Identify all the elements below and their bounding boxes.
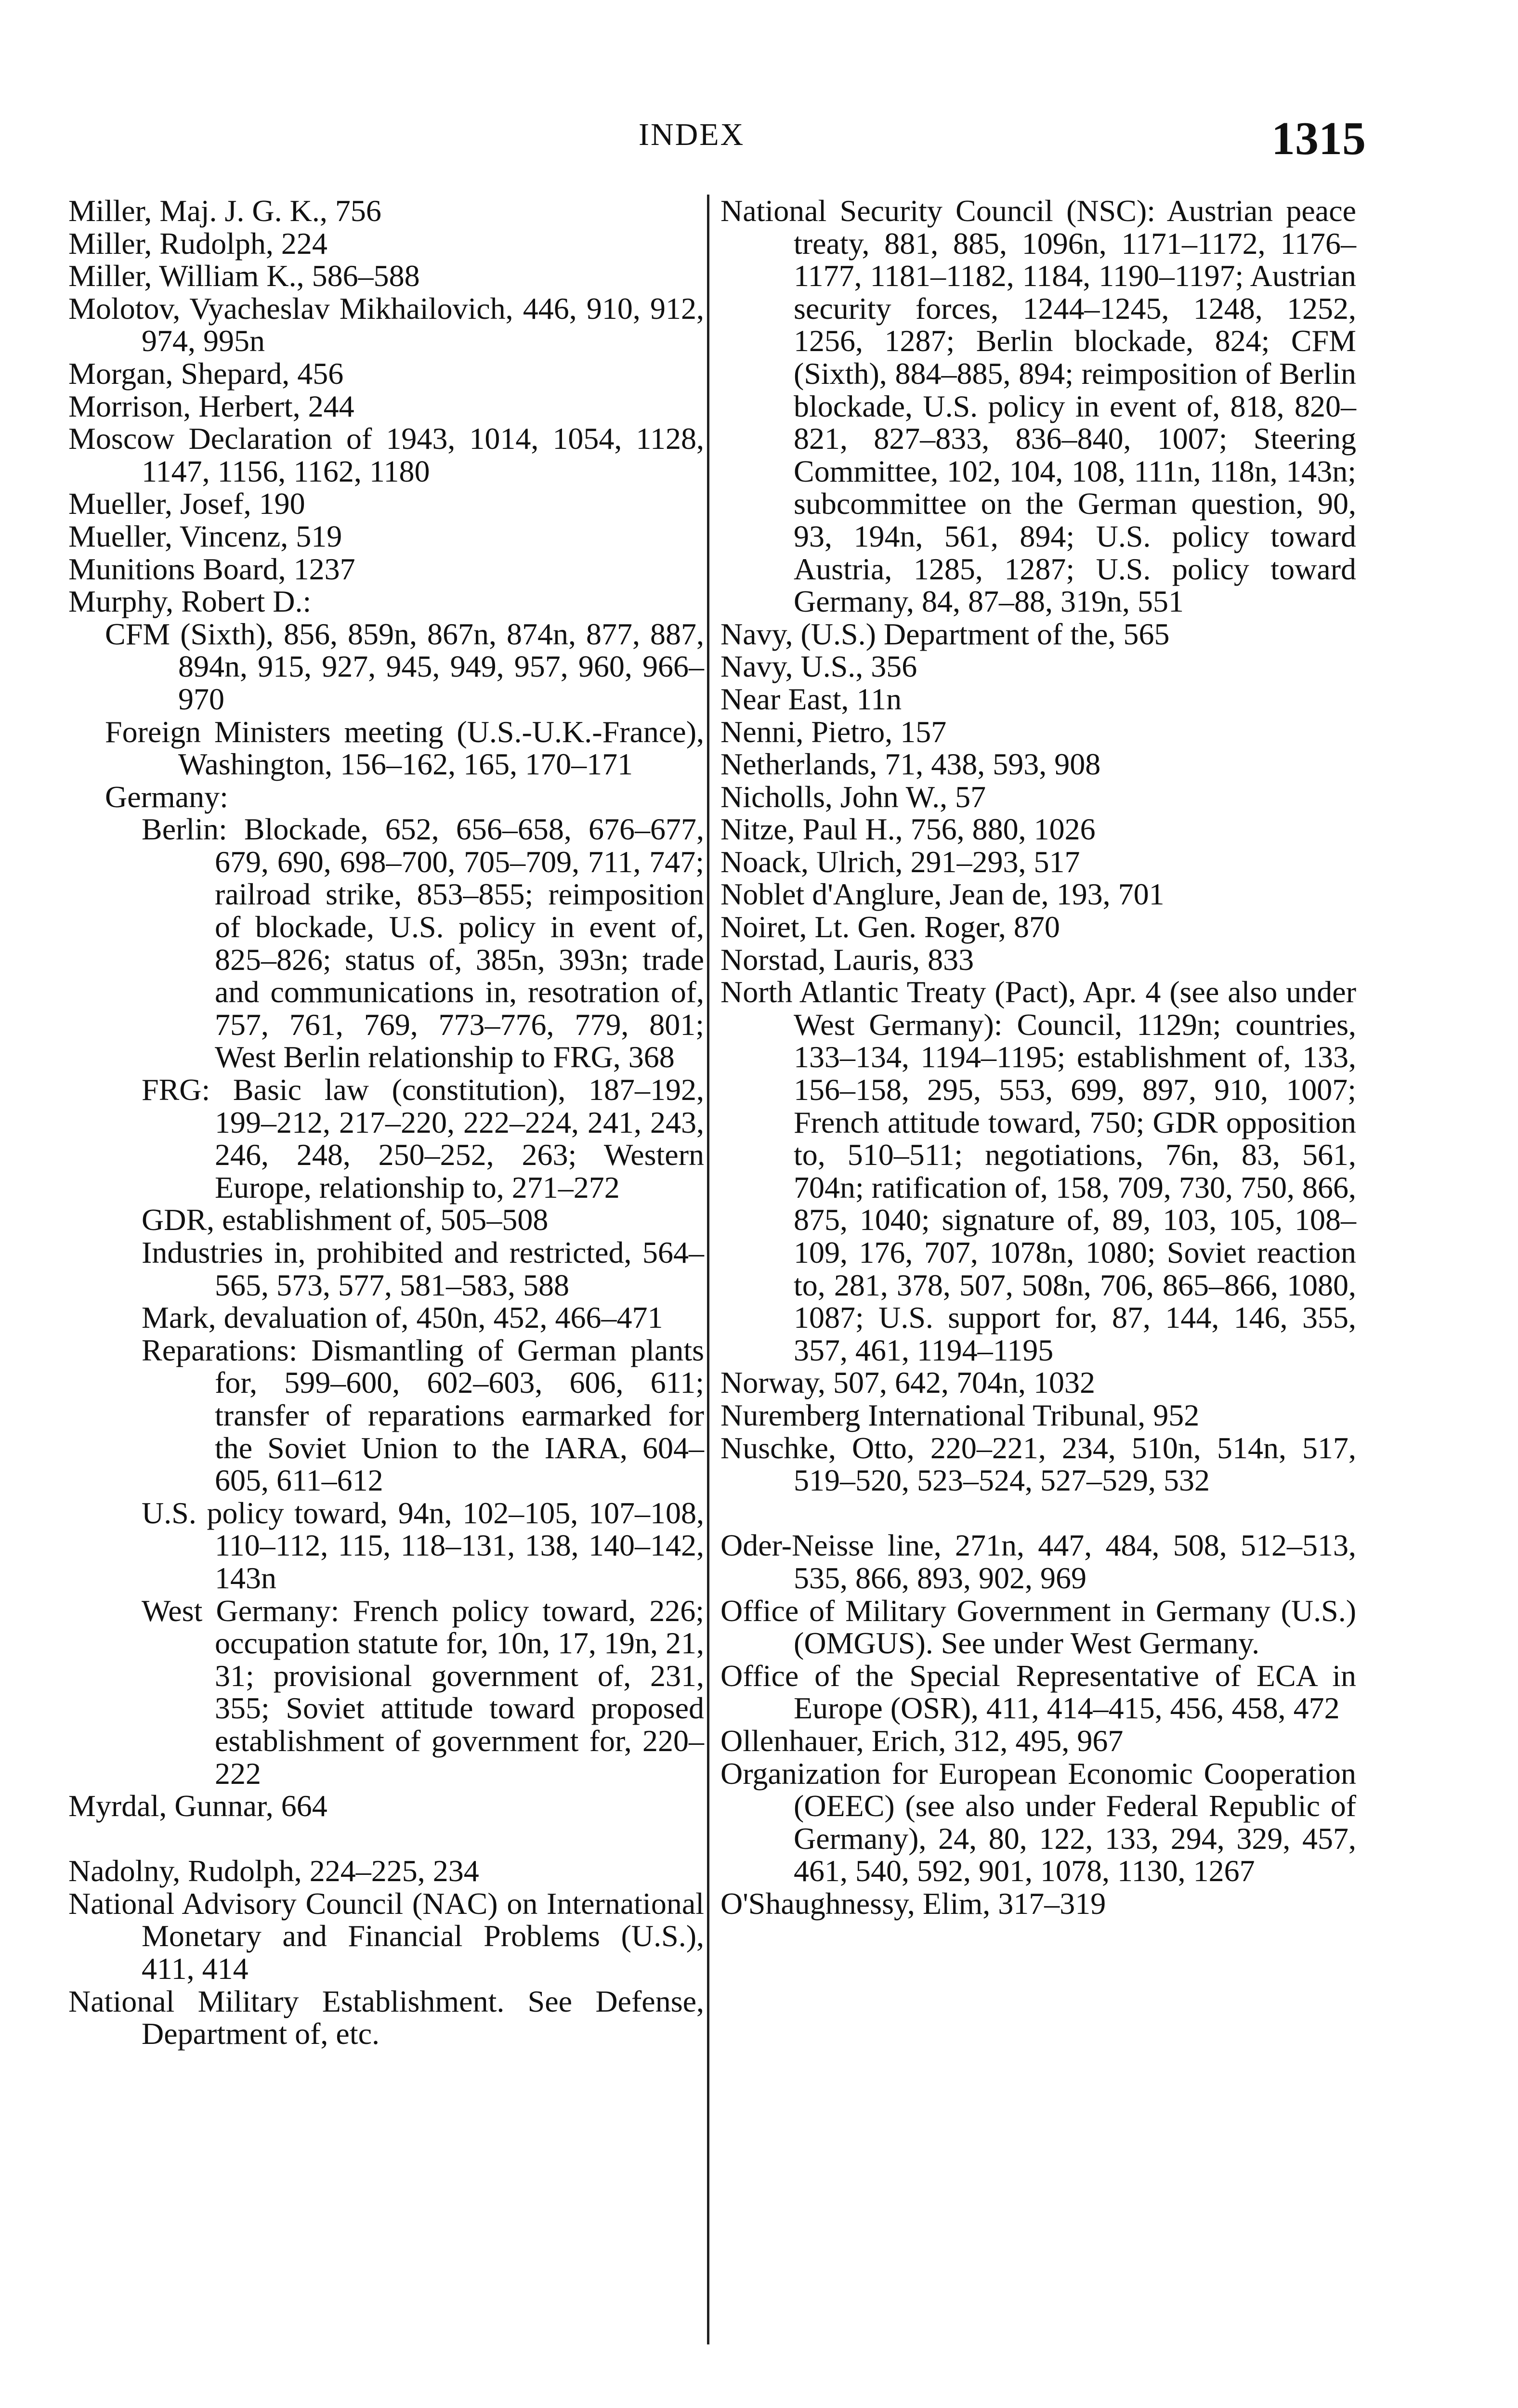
index-entry: Noblet d'Anglure, Jean de, 193, 701: [720, 877, 1165, 912]
index-entry: Mueller, Vincenz, 519: [68, 519, 342, 553]
index-entry: Miller, Maj. J. G. K., 756: [68, 194, 381, 228]
page-header: [0, 112, 1518, 170]
index-entry: Ollenhauer, Erich, 312, 495, 967: [720, 1723, 1124, 1758]
index-entry: Nuremberg International Tribunal, 952: [720, 1398, 1200, 1432]
index-entry: O'Shaughnessy, Elim, 317–319: [720, 1886, 1106, 1921]
index-entry: Molotov, Vyacheslav Mikhailovich, 446, 910, 912, 974, 995n: [68, 291, 704, 358]
index-subsubentry: West Germany: French policy toward, 226; occupation statute for, 10n, 17, 19n, 21, 31; provisional government of, 231, 355; Soviet attitude toward proposed establishment of government for, 220–222: [142, 1593, 704, 1791]
index-entry: Norway, 507, 642, 704n, 1032: [720, 1365, 1095, 1400]
index-entry: Navy, U.S., 356: [720, 649, 917, 684]
index-entry: Navy, (U.S.) Department of the, 565: [720, 616, 1170, 651]
index-entry: Morgan, Shepard, 456: [68, 356, 344, 391]
index-entry: Moscow Declaration of 1943, 1014, 1054, 1128, 1147, 1156, 1162, 1180: [68, 421, 704, 488]
index-entry: Murphy, Robert D.:: [68, 584, 312, 619]
index-subsubentry: U.S. policy toward, 94n, 102–105, 107–108, 110–112, 115, 118–131, 138, 140–142, 143n: [142, 1495, 704, 1595]
index-entry: Nicholls, John W., 57: [720, 779, 986, 814]
column-divider: [707, 195, 709, 2344]
index-entry: Morrison, Herbert, 244: [68, 389, 354, 423]
index-entry: North Atlantic Treaty (Pact), Apr. 4 (see also under West Germany): Council, 1129n; countries, 133–134, 1194–1195; establishment of, 133, 156–158, 295, 553, 699, 897, 910, 1007; French attitude toward, 750; GDR opposition to, 510–511; negotiations, 76n, 83, 561, 704n; ratification of, 158, 709, 730, 750, 866, 875, 1040; signature of, 89, 103, 105, 108–109, 176, 707, 1078n, 1080; Soviet reaction to, 281, 378, 507, 508n, 706, 865–866, 1080, 1087; U.S. support for, 87, 144, 146, 355, 357, 461, 1194–1195: [720, 975, 1356, 1367]
index-entry: Munitions Board, 1237: [68, 551, 355, 586]
index-entry: Nuschke, Otto, 220–221, 234, 510n, 514n, 517, 519–520, 523–524, 527–529, 532: [720, 1430, 1356, 1498]
index-subsubentry: Mark, devaluation of, 450n, 452, 466–471: [142, 1300, 663, 1335]
index-entry: Near East, 11n: [720, 681, 902, 716]
left-index-column: [68, 195, 704, 2050]
right-index-column: [720, 195, 1356, 1920]
index-entry: Mueller, Josef, 190: [68, 486, 305, 521]
index-entry: Miller, William K., 586–588: [68, 259, 420, 293]
running-title: INDEX: [639, 117, 745, 152]
index-entry: Norstad, Lauris, 833: [720, 942, 974, 977]
index-entry: Organization for European Economic Cooperation (OEEC) (see also under Federal Republic of Germany), 24, 80, 122, 133, 294, 329, 457, 461, 540, 592, 901, 1078, 1130, 1267: [720, 1756, 1356, 1888]
index-entry: National Advisory Council (NAC) on International Monetary and Financial Problems (U.S.), 411, 414: [68, 1886, 704, 1986]
page-number: 1315: [1271, 113, 1366, 165]
index-entry: Nitze, Paul H., 756, 880, 1026: [720, 812, 1096, 847]
index-subentry: CFM (Sixth), 856, 859n, 867n, 874n, 877, 887, 894n, 915, 927, 945, 949, 957, 960, 966–970: [105, 616, 704, 716]
index-subsubentry: Reparations: Dismantling of German plants for, 599–600, 602–603, 606, 611; transfer of reparations earmarked for the Soviet Union to the IARA, 604–605, 611–612: [142, 1333, 704, 1498]
letter-group-gap: [720, 1497, 1356, 1530]
letter-group-gap: [68, 1822, 704, 1855]
index-entry: Netherlands, 71, 438, 593, 908: [720, 747, 1101, 782]
index-entry: Nadolny, Rudolph, 224–225, 234: [68, 1854, 479, 1888]
index-subsubentry: GDR, establishment of, 505–508: [142, 1203, 549, 1237]
index-entry: Nenni, Pietro, 157: [720, 714, 947, 749]
index-subentry: Germany:: [105, 779, 228, 814]
index-entry: Myrdal, Gunnar, 664: [68, 1789, 327, 1823]
index-entry: Noiret, Lt. Gen. Roger, 870: [720, 910, 1060, 944]
index-entry: Oder-Neisse line, 271n, 447, 484, 508, 512–513, 535, 866, 893, 902, 969: [720, 1528, 1356, 1595]
index-subentry: Foreign Ministers meeting (U.S.-U.K.-France), Washington, 156–162, 165, 170–171: [105, 714, 704, 782]
index-entry: Noack, Ulrich, 291–293, 517: [720, 844, 1080, 879]
index-entry: Office of the Special Representative of ECA in Europe (OSR), 411, 414–415, 456, 458, 472: [720, 1658, 1356, 1726]
index-subsubentry: Industries in, prohibited and restricted, 564–565, 573, 577, 581–583, 588: [142, 1235, 704, 1302]
index-entry: National Security Council (NSC): Austrian peace treaty, 881, 885, 1096n, 1171–1172, 1176–1177, 1181–1182, 1184, 1190–1197; Austrian security forces, 1244–1245, 1248, 1252, 1256, 1287; Berlin blockade, 824; CFM (Sixth), 884–885, 894; reimposition of Berlin blockade, U.S. policy in event of, 818, 820–821, 827–833, 836–840, 1007; Steering Committee, 102, 104, 108, 111n, 118n, 143n; subcommittee on the German question, 90, 93, 194n, 561, 894; U.S. policy toward Austria, 1285, 1287; U.S. policy toward Germany, 84, 87–88, 319n, 551: [720, 194, 1356, 619]
index-entry: Miller, Rudolph, 224: [68, 226, 327, 261]
index-subsubentry: Berlin: Blockade, 652, 656–658, 676–677, 679, 690, 698–700, 705–709, 711, 747; railroad strike, 853–855; reimposition of blockade, U.S. policy in event of, 825–826; status of, 385n, 393n; trade and communications in, resotration of, 757, 761, 769, 773–776, 779, 801; West Berlin relationship to FRG, 368: [142, 812, 704, 1074]
index-entry: Office of Military Government in Germany (U.S.) (OMGUS). See under West Germany.: [720, 1593, 1356, 1661]
index-entry: National Military Establishment. See Defense, Department of, etc.: [68, 1984, 704, 2051]
index-subsubentry: FRG: Basic law (constitution), 187–192, 199–212, 217–220, 222–224, 241, 243, 246, 248, 250–252, 263; Western Europe, relationship to, 271–272: [142, 1073, 704, 1204]
